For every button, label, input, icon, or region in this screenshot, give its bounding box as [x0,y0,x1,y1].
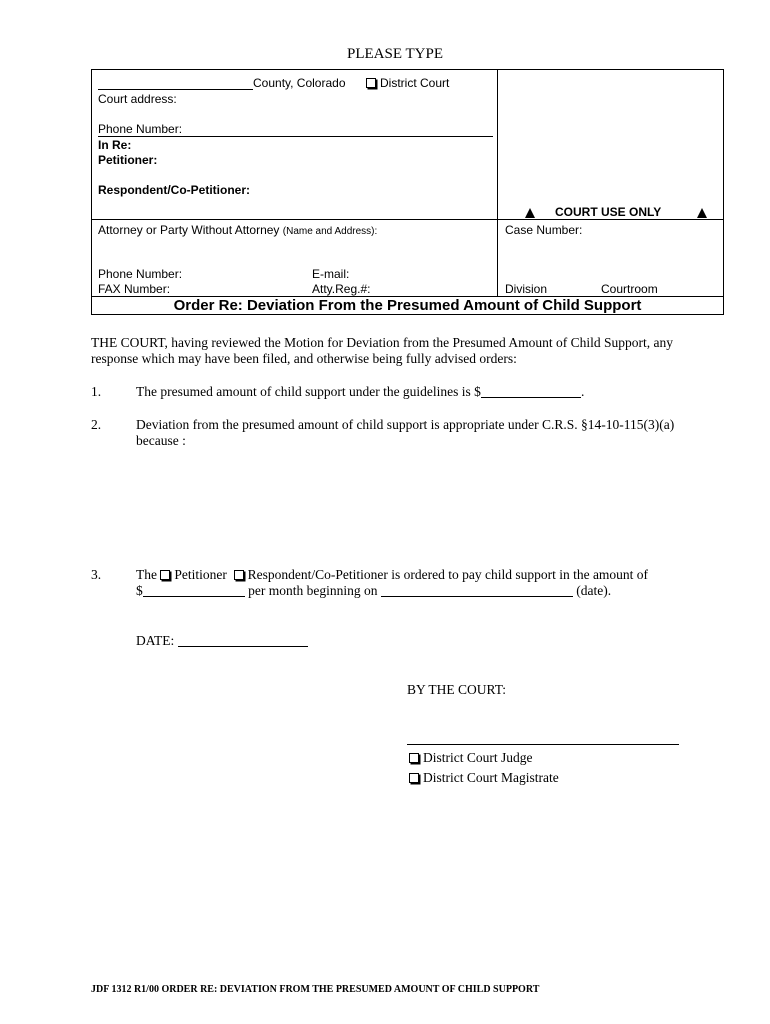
attorney-section-divider [91,219,724,220]
order-title: Order Re: Deviation From the Presumed Amount of Child Support [173,297,642,314]
item-1-number: 1. [91,384,102,399]
item-1-period: . [580,384,585,399]
please-type-heading: PLEASE TYPE [347,46,443,62]
item-3-line-1 [136,567,648,583]
date-label: DATE: [136,633,175,648]
caption-divider-vertical [497,69,498,296]
petitioner-label: Petitioner: [98,153,158,167]
checkbox-icon[interactable] [409,773,419,783]
intro-line-2: response which may have been filed, and otherwise being fully advised orders: [91,351,517,366]
division-label: Division [505,282,548,296]
name-address-label: (Name and Address): [282,226,378,237]
presumed-amount-blank[interactable] [481,384,581,398]
up-triangle-icon-right [697,205,707,223]
judge-label: District Court Judge [423,750,533,765]
court-address-label: Court address: [98,92,177,106]
attorney-phone-label: Phone Number: [98,267,183,281]
up-triangle-icon-left [525,205,535,223]
email-label: E-mail: [312,267,350,281]
court-phone-label: Phone Number: [98,122,183,136]
judge-option[interactable] [409,750,533,766]
item-3-petitioner-label: Petitioner [174,567,227,582]
checkbox-icon[interactable] [409,753,419,763]
attorney-label [98,223,377,237]
item-3-line-2 [136,583,611,599]
checkbox-icon[interactable] [366,78,376,88]
date-line [136,633,308,649]
respondent-label: Respondent/Co-Petitioner: [98,183,250,197]
by-the-court-label: BY THE COURT: [407,682,507,697]
date-blank[interactable] [178,633,308,647]
item-3-number: 3. [91,567,102,582]
item-2-line-1: Deviation from the presumed amount of child support is appropriate under C.R.S. §14-10-115(3)(a) [136,417,675,432]
checkbox-icon[interactable] [234,570,244,580]
fax-label: FAX Number: [98,282,171,296]
case-number-label: Case Number: [505,223,583,237]
start-date-blank[interactable] [381,583,573,597]
in-re-label: In Re: [98,138,132,152]
item-3-the: The [136,567,157,582]
item-3-per-month: per month beginning on [248,583,378,598]
atty-reg-label: Atty.Reg.#: [312,282,371,296]
courtroom-label: Courtroom [601,282,658,296]
form-footer: JDF 1312 R1/00 ORDER RE: DEVIATION FROM THE PRESUMED AMOUNT OF CHILD SUPPORT [91,984,540,995]
signature-line[interactable] [407,744,679,745]
checkbox-icon[interactable] [160,570,170,580]
magistrate-label: District Court Magistrate [423,770,559,785]
item-2-number: 2. [91,417,102,432]
attorney-label-text: Attorney or Party Without Attorney [98,223,280,237]
district-court-option[interactable] [366,76,449,90]
item-3-respondent-label: Respondent/Co-Petitioner is ordered to pay child support in the amount of [247,567,649,582]
item-3-dollar: $ [136,583,143,598]
county-colorado-label: County, Colorado [253,76,346,90]
item-1-text [136,384,584,400]
item-3-date-label: (date). [576,583,612,598]
phone-underline [98,136,493,137]
item-2-line-2: because : [136,433,186,448]
county-blank[interactable] [98,89,253,90]
intro-line-1: THE COURT, having reviewed the Motion for Deviation from the Presumed Amount of Child Support, any [91,335,673,350]
court-use-only-label: COURT USE ONLY [555,205,662,219]
district-court-label: District Court [380,76,450,90]
support-amount-blank[interactable] [143,583,245,597]
item-1-label: The presumed amount of child support under the guidelines is $ [136,384,481,399]
magistrate-option[interactable] [409,770,559,786]
